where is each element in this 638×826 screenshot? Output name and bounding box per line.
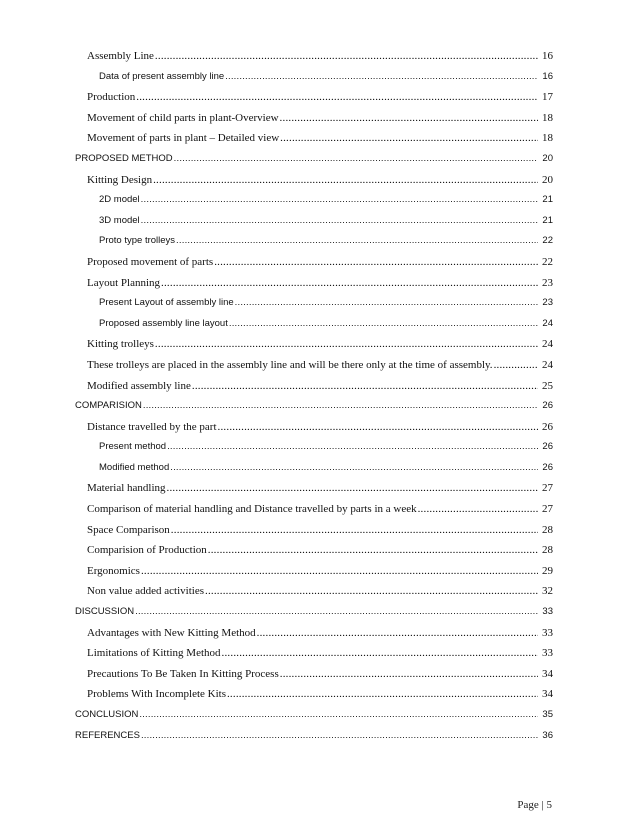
toc-entry[interactable] <box>0 355 638 376</box>
dot-leader <box>229 314 538 335</box>
toc-entry-title: COMPARISION <box>75 400 142 412</box>
toc-entry-page: 35 <box>542 709 553 720</box>
toc-entry[interactable] <box>0 458 638 479</box>
dot-leader <box>143 396 538 417</box>
dot-leader <box>141 561 538 582</box>
toc-entry-title: Assembly Line <box>87 50 154 62</box>
toc-entry[interactable] <box>0 726 638 747</box>
dot-leader <box>176 231 538 252</box>
toc-entry-page: 28 <box>542 544 553 557</box>
toc-entry-title: Material handling <box>87 482 166 495</box>
toc-entry[interactable] <box>0 602 638 623</box>
dot-leader <box>235 293 538 314</box>
toc-entry-page: 26 <box>542 461 553 473</box>
toc-entry[interactable] <box>0 417 638 438</box>
toc-entry-title: Movement of parts in plant – Detailed view <box>87 132 280 145</box>
toc-entry-page: 24 <box>542 338 553 351</box>
dot-leader <box>418 499 538 520</box>
toc-entry[interactable] <box>0 499 638 520</box>
toc-entry-page: 27 <box>542 503 553 516</box>
dot-leader <box>155 334 538 355</box>
dot-leader <box>280 664 538 685</box>
toc-entry-page: 17 <box>542 91 553 104</box>
toc-entry-page: 18 <box>542 111 553 124</box>
toc-entry-page: 29 <box>542 564 553 577</box>
toc-entry[interactable] <box>0 314 638 335</box>
toc-entry-title: 2D model <box>99 194 140 206</box>
dot-leader <box>170 458 538 479</box>
toc-entry[interactable] <box>0 46 638 67</box>
toc-entry[interactable] <box>0 705 638 726</box>
dot-leader <box>225 67 538 88</box>
toc-entry[interactable] <box>0 623 638 644</box>
toc-entry-page: 22 <box>542 255 553 268</box>
toc-entry-page: 20 <box>542 152 553 164</box>
toc-entry-title: Present Layout of assembly line <box>99 297 234 309</box>
toc-entry[interactable] <box>0 664 638 685</box>
dot-leader <box>136 87 538 108</box>
dot-leader <box>208 540 538 561</box>
toc-entry-title: Problems With Incomplete Kits <box>87 688 226 701</box>
toc-entry-title: Kitting trolleys <box>87 338 154 351</box>
toc-entry[interactable] <box>0 231 638 252</box>
toc-entry-page: 34 <box>542 688 553 701</box>
toc-entry-title: Production <box>87 91 136 104</box>
toc-entry-page: 32 <box>542 585 553 598</box>
dot-leader <box>222 643 538 664</box>
dot-leader <box>141 211 538 232</box>
toc-entry-title: Ergonomics <box>87 564 140 577</box>
toc-entry-page: 26 <box>542 441 553 453</box>
toc-entry-page: 22 <box>542 235 553 247</box>
toc-entry-title: 3D model <box>99 214 140 226</box>
toc-entry-title: Advantages with New Kitting Method <box>87 626 256 639</box>
toc-entry-title: Proposed movement of parts <box>87 255 214 268</box>
toc-entry-title: DISCUSSION <box>75 606 135 618</box>
toc-entry-page: 16 <box>542 50 553 62</box>
toc-entry[interactable] <box>0 190 638 211</box>
toc-entry[interactable] <box>0 478 638 499</box>
dot-leader <box>192 376 538 397</box>
dot-leader <box>167 478 538 499</box>
toc-entry-page: 24 <box>542 358 553 371</box>
toc-entry-title: Data of present assembly line <box>99 70 225 82</box>
toc-entry-page: 16 <box>542 70 553 82</box>
dot-leader <box>280 108 538 129</box>
toc-entry[interactable] <box>0 437 638 458</box>
dot-leader <box>214 252 538 273</box>
toc-entry[interactable] <box>0 67 638 88</box>
dot-leader <box>153 170 538 191</box>
dot-leader <box>171 520 538 541</box>
toc-entry[interactable] <box>0 396 638 417</box>
dot-leader <box>161 273 538 294</box>
toc-entry[interactable] <box>0 170 638 191</box>
toc-entry-title: Present method <box>99 441 167 453</box>
toc-entry[interactable] <box>0 273 638 294</box>
toc-entry-title: REFERENCES <box>75 729 140 741</box>
toc-entry-title: Limitations of Kitting Method <box>87 647 221 660</box>
page-number-footer: Page | 5 <box>517 799 552 811</box>
toc-entry[interactable] <box>0 252 638 273</box>
toc-entry[interactable] <box>0 211 638 232</box>
toc-entry-title: Kitting Design <box>87 173 153 186</box>
toc-entry[interactable] <box>0 540 638 561</box>
toc-entry-title: Movement of child parts in plant-Overview <box>87 111 279 124</box>
toc-entry-page: 24 <box>542 317 553 329</box>
dot-leader <box>205 581 538 602</box>
toc-entry-page: 23 <box>542 297 553 309</box>
dot-leader <box>167 437 538 458</box>
toc-entry[interactable] <box>0 293 638 314</box>
toc-entry-page: 33 <box>542 606 553 618</box>
toc-entry-title: Comparison of material handling and Distance travelled by parts in a week <box>87 503 417 516</box>
toc-entry-title: Space Comparison <box>87 523 170 536</box>
toc-entry-title: Proto type trolleys <box>99 235 176 247</box>
toc-entry-title: Distance travelled by the part <box>87 420 217 433</box>
toc-entry-page: 20 <box>542 173 553 186</box>
toc-entry-title: Non value added activities <box>87 585 204 598</box>
dot-leader <box>139 705 538 726</box>
dot-leader <box>227 684 538 705</box>
toc-entry[interactable] <box>0 520 638 541</box>
dot-leader <box>141 190 538 211</box>
toc-entry[interactable] <box>0 128 638 149</box>
toc-entry-page: 18 <box>542 132 553 145</box>
toc-entry-title: Layout Planning <box>87 276 161 289</box>
dot-leader <box>174 149 538 170</box>
toc-entry[interactable] <box>0 643 638 664</box>
toc-entry-page: 34 <box>542 667 553 680</box>
dot-leader <box>494 355 538 376</box>
toc-entry-title: Modified assembly line <box>87 379 191 392</box>
dot-leader <box>135 602 538 623</box>
toc-entry-page: 21 <box>542 194 553 206</box>
toc-entry-page: 36 <box>542 729 553 741</box>
toc-entry-page: 26 <box>542 400 553 412</box>
toc-entry-title: CONCLUSION <box>75 709 139 720</box>
toc-entry[interactable] <box>0 684 638 705</box>
dot-leader <box>257 623 538 644</box>
toc-entry-title: These trolleys are placed in the assembly line and will be there only at the time of assembly. <box>87 358 493 371</box>
toc-entry-page: 27 <box>542 482 553 495</box>
toc-entry-title: Modified method <box>99 461 170 473</box>
toc-entry[interactable] <box>0 149 638 170</box>
toc-entry[interactable] <box>0 561 638 582</box>
toc-entry-page: 25 <box>542 379 553 392</box>
toc-entry[interactable] <box>0 376 638 397</box>
toc-entry-page: 33 <box>542 626 553 639</box>
toc-entry-title: PROPOSED METHOD <box>75 152 173 164</box>
dot-leader <box>141 726 538 747</box>
dot-leader <box>155 46 538 67</box>
toc-entry-page: 21 <box>542 214 553 226</box>
toc-entry-title: Precautions To Be Taken In Kitting Process <box>87 667 279 680</box>
toc-entry[interactable] <box>0 581 638 602</box>
toc-entry-title: Proposed assembly line layout <box>99 317 228 329</box>
toc-entry-page: 23 <box>542 276 553 289</box>
toc-entry-title: Comparision of Production <box>87 544 207 557</box>
table-of-contents <box>0 46 638 746</box>
toc-entry-page: 26 <box>542 420 553 433</box>
toc-entry[interactable] <box>0 108 638 129</box>
toc-entry-page: 28 <box>542 523 553 536</box>
dot-leader <box>218 417 538 438</box>
dot-leader <box>280 128 538 149</box>
toc-entry[interactable] <box>0 334 638 355</box>
toc-entry-page: 33 <box>542 647 553 660</box>
toc-entry[interactable] <box>0 87 638 108</box>
